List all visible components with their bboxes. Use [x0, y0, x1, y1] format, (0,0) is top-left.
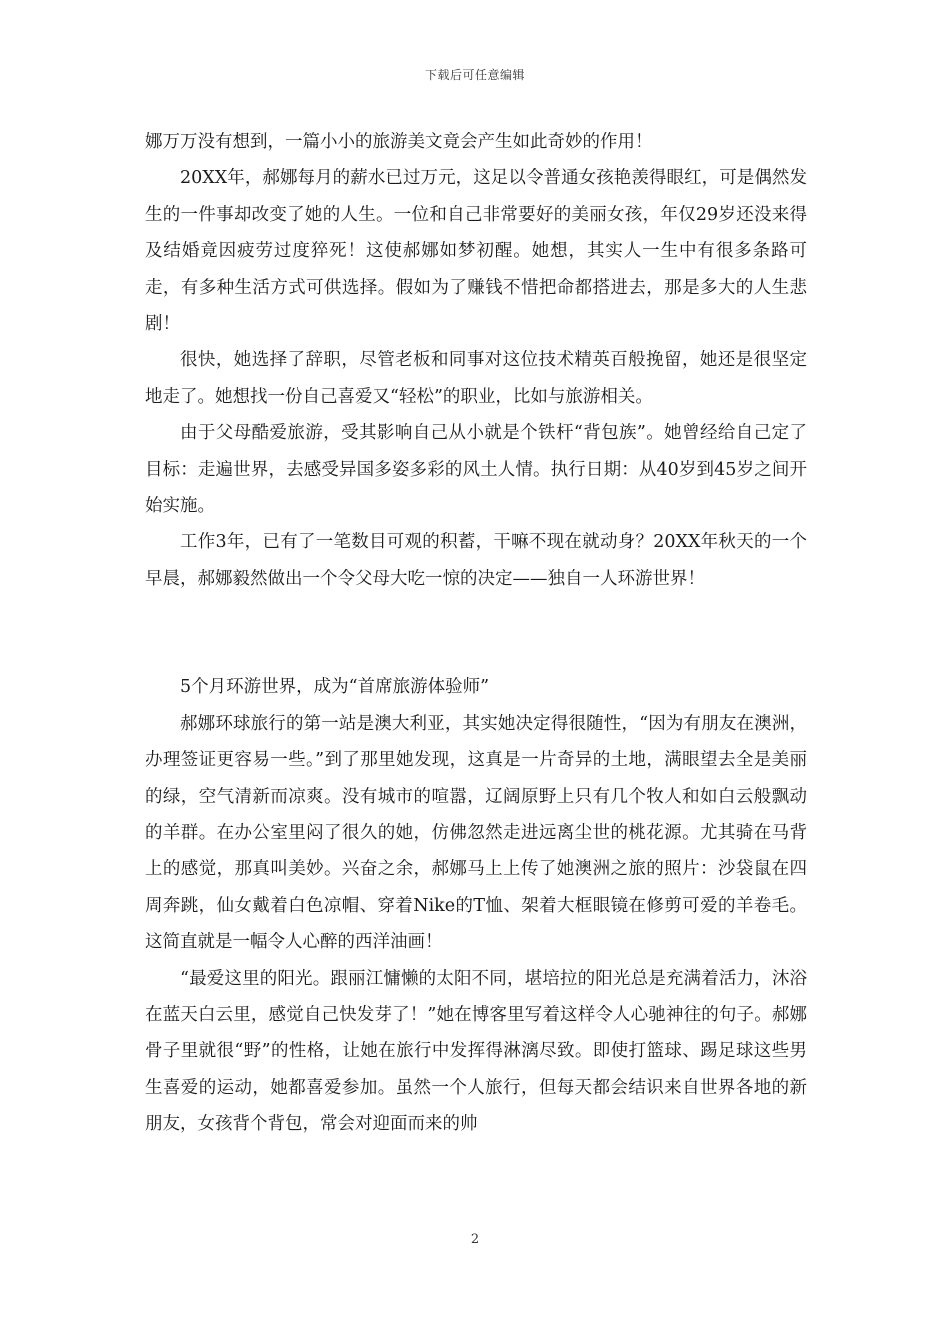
paragraph: 娜万万没有想到，一篇小小的旅游美文竟会产生如此奇妙的作用！	[145, 132, 653, 152]
document-body	[145, 124, 807, 1143]
paragraph: “最爱这里的阳光。跟丽江慵懒的太阳不同，堪培拉的阳光总是充满着活力，沐浴在蓝天白云里，感觉自己快发芽了！”她在博客里写着这样令人心驰神往的句子。郝娜骨子里就很“野”的性格，让她在旅行中发挥得淋漓尽致。即使打篮球、踢足球这些男生喜爱的运动，她都喜爱参加。虽然一个人旅行，但每天都会结识来自世界各地的新朋友，女孩背个背包，常会对迎面而来的帅	[145, 968, 807, 1135]
paragraph: 工作3年，已有了一笔数目可观的积蓄，干嘛不现在就动身？20XX年秋天的一个早晨，郝娜毅然做出一个令父母大吃一惊的决定——独自一人环游世界！	[145, 532, 807, 589]
paragraph: 由于父母酷爱旅游，受其影响自己从小就是个铁杆“背包族”。她曾经给自己定了目标：走遍世界，去感受异国多姿多彩的风土人情。执行日期：从40岁到45岁之间开始实施。	[145, 423, 807, 517]
section-gap	[145, 597, 807, 669]
page-header: 下载后可任意编辑	[424, 68, 525, 82]
section-title: 5个月环游世界，成为“首席旅游体验师”	[180, 677, 490, 698]
page-number: 2	[470, 1232, 480, 1247]
paragraph: 很快，她选择了辞职，尽管老板和同事对这位技术精英百般挽留，她还是很坚定地走了。她想找一份自己喜爱又“轻松”的职业，比如与旅游相关。	[145, 350, 807, 407]
paragraph: 郝娜环球旅行的第一站是澳大利亚，其实她决定得很随性，“因为有朋友在澳洲，办理签证更容易一些。”到了那里她发现，这真是一片奇异的土地，满眼望去全是美丽的绿，空气清新而凉爽。没有城市的喧嚣，辽阔原野上只有几个牧人和如白云般飘动的羊群。在办公室里闷了很久的她，仿佛忽然走进远离尘世的桃花源。尤其骑在马背上的感觉，那真叫美妙。兴奋之余，郝娜马上上传了她澳洲之旅的照片：沙袋鼠在四周奔跳，仙女戴着白色凉帽、穿着Nike的T恤、架着大框眼镜在修剪可爱的羊卷毛。这简直就是一幅令人心醉的西洋油画！	[145, 713, 807, 953]
paragraph: 20XX年，郝娜每月的薪水已过万元，这足以令普通女孩艳羡得眼红，可是偶然发生的一件事却改变了她的人生。一位和自己非常要好的美丽女孩，年仅29岁还没来得及结婚竟因疲劳过度猝死！这使郝娜如梦初醒。她想，其实人一生中有很多条路可走，有多种生活方式可供选择。假如为了赚钱不惜把命都搭进去，那是多大的人生悲剧！	[145, 168, 807, 335]
